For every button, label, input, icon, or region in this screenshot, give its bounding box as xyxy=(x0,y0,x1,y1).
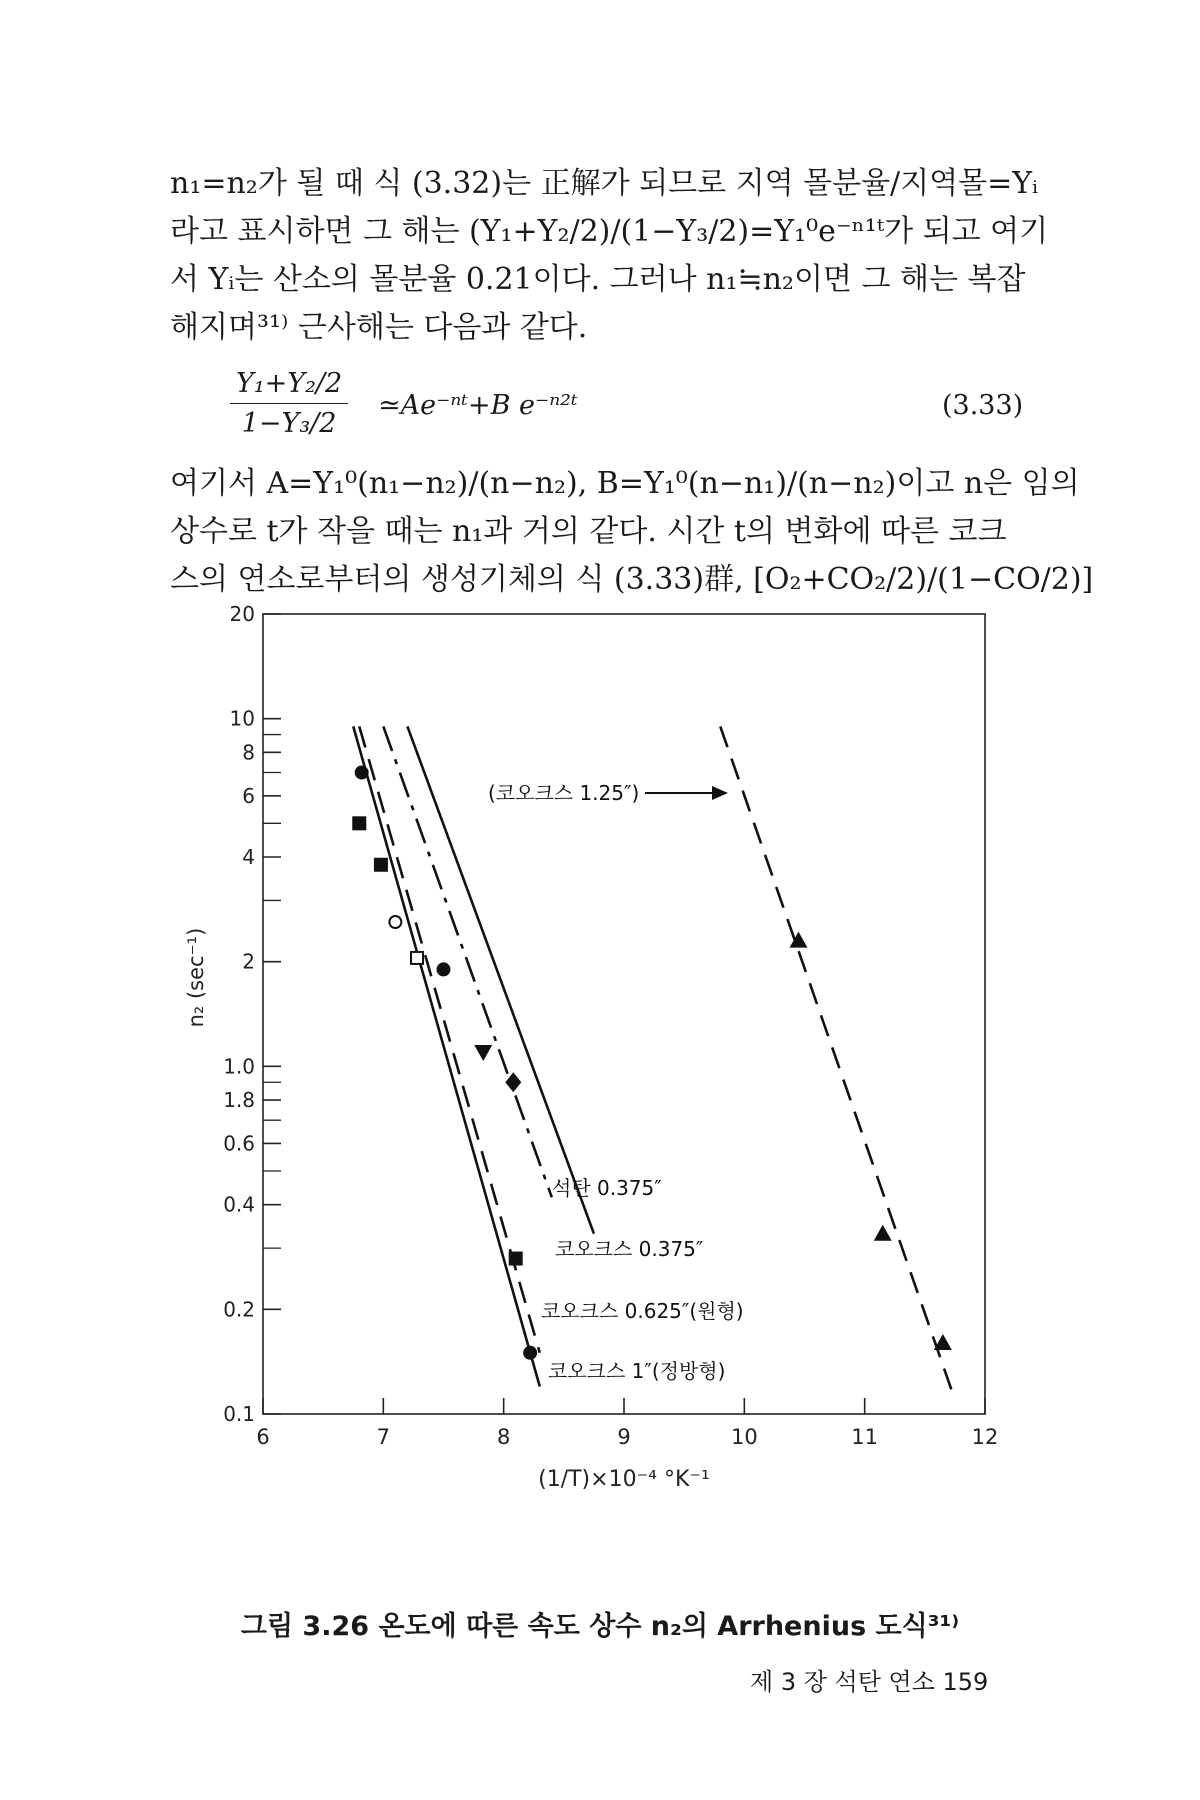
data-point-s2-1 xyxy=(352,816,366,830)
x-tick-label: 7 xyxy=(376,1425,391,1449)
y-tick-label: 1.8 xyxy=(223,1088,255,1113)
equation-rhs: ≃Ae⁻ⁿᵗ+B e⁻ⁿ²ᵗ xyxy=(378,390,578,421)
data-point-s0-2 xyxy=(505,1072,521,1092)
paragraph-1-line-2: 라고 표시하면 그 해는 (Y₁+Y₂/2)/(1−Y₃/2)=Y₁⁰e⁻ⁿ¹ᵗ가 되고 여기 xyxy=(170,214,1049,249)
y-tick-label: 20 xyxy=(229,602,255,626)
data-point-s2-2 xyxy=(374,858,388,872)
x-tick-label: 8 xyxy=(496,1425,511,1449)
y-tick-label: 0.4 xyxy=(223,1192,255,1217)
paragraph-2-line-1: 여기서 A=Y₁⁰(n₁−n₂)/(n−n₂), B=Y₁⁰(n−n₁)/(n−n₂)이고 n은 임의 xyxy=(170,466,1080,501)
annotation-arrow-head xyxy=(712,786,728,800)
paragraph-2-line-2: 상수로 t가 작을 때는 n₁과 거의 같다. 시간 t의 변화에 따른 코크 xyxy=(170,514,1007,549)
y-tick-label: 2 xyxy=(242,949,255,974)
paragraph-1-line-1: n₁=n₂가 될 때 식 (3.32)는 正解가 되므로 지역 몰분율/지역몰=Yᵢ xyxy=(170,166,1039,201)
paragraph-1-line-3: 서 Yᵢ는 산소의 몰분율 0.21이다. 그러나 n₁≒n₂이면 그 해는 복잡 xyxy=(170,262,1026,297)
data-point-s2-3 xyxy=(389,916,401,928)
data-point-s4-1 xyxy=(874,1225,892,1241)
data-point-s2-5 xyxy=(509,1252,523,1266)
page-footer: 제 3 장 석탄 연소 159 xyxy=(750,1668,989,1696)
annotation-coal-0-375: 석탄 0.375″ xyxy=(552,1176,662,1200)
figure-caption: 그림 3.26 온도에 따른 속도 상수 n₂의 Arrhenius 도식³¹⁾ xyxy=(240,1611,960,1642)
y-tick-label: 1.0 xyxy=(223,1054,255,1079)
annotation-coke-0-625: 코오크스 0.625″(원형) xyxy=(541,1299,744,1323)
series-line-4 xyxy=(720,726,955,1399)
plot-frame xyxy=(263,614,985,1414)
y-tick-label: 4 xyxy=(242,845,255,870)
equation-number: (3.33) xyxy=(942,390,1024,421)
y-tick-label: 0.1 xyxy=(223,1402,255,1426)
series-line-3 xyxy=(353,726,540,1386)
x-tick-label: 12 xyxy=(971,1425,999,1449)
data-point-s2-4 xyxy=(411,952,423,964)
y-tick-label: 6 xyxy=(242,783,255,808)
y-tick-label: 0.6 xyxy=(223,1131,255,1156)
x-tick-label: 10 xyxy=(730,1425,758,1449)
paragraph-2-line-3: 스의 연소로부터의 생성기체의 식 (3.33)群, [O₂+CO₂/2)/(1−CO/2)] xyxy=(170,562,1094,597)
data-point-s4-2 xyxy=(934,1334,952,1350)
data-point-s2-6 xyxy=(523,1346,537,1360)
y-axis-label: n₂ (sec⁻¹) xyxy=(184,927,208,1028)
annotation-coke-1-25: (코오크스 1.25″) xyxy=(488,781,640,805)
x-tick-label: 6 xyxy=(256,1425,270,1449)
y-tick-label: 0.2 xyxy=(223,1297,255,1322)
x-axis-label: (1/T)×10⁻⁴ °K⁻¹ xyxy=(538,1467,710,1492)
annotation-coke-0-375: 코오크스 0.375″ xyxy=(555,1237,704,1261)
data-point-s2-0 xyxy=(355,766,369,780)
y-tick-label: 10 xyxy=(229,706,255,731)
annotation-coke-1: 코오크스 1″(정방형) xyxy=(548,1359,726,1383)
data-point-s0-1 xyxy=(474,1045,492,1061)
x-tick-label: 9 xyxy=(617,1425,631,1449)
data-point-s0-0 xyxy=(437,962,451,976)
x-tick-label: 11 xyxy=(851,1425,879,1449)
equation-denominator: 1−Y₃/2 xyxy=(241,408,337,439)
y-tick-label: 8 xyxy=(242,740,255,765)
equation-numerator: Y₁+Y₂/2 xyxy=(230,368,348,404)
paragraph-1-line-4: 해지며³¹⁾ 근사해는 다음과 같다. xyxy=(170,310,588,345)
